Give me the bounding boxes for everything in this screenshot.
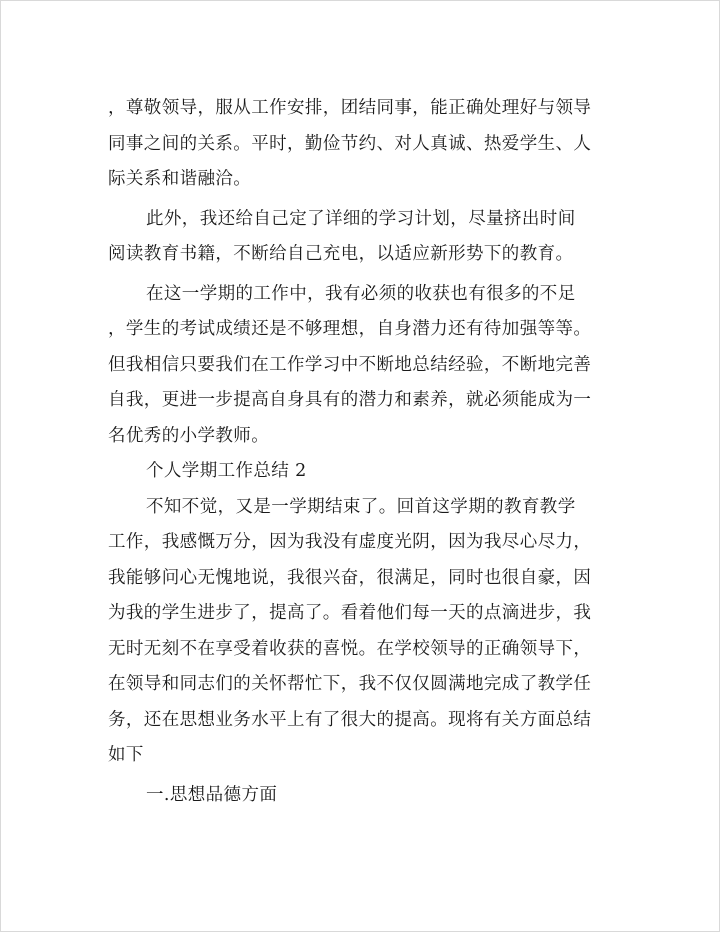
text-line: 为我的学生进步了，提高了。看着他们每一天的点滴进步，我 bbox=[108, 603, 592, 623]
text-line: 自我，更进一步提高自身具有的潜力和素养，就必须能成为一 bbox=[108, 390, 592, 410]
paragraph-1 bbox=[108, 91, 628, 198]
text-line: 际关系和谐融洽。 bbox=[108, 169, 252, 189]
paragraph-2 bbox=[108, 202, 628, 273]
document-body bbox=[108, 91, 628, 813]
text-line: ，学生的考试成绩还是不够理想，自身潜力还有待加强等等。 bbox=[108, 319, 592, 339]
text-line: 如下 bbox=[108, 745, 144, 765]
text-line: 在这一学期的工作中，我有必须的收获也有很多的不足 bbox=[146, 283, 576, 304]
paragraph-4 bbox=[108, 490, 628, 774]
text-line: 但我相信只要我们在工作学习中不断地总结经验，不断地完善 bbox=[108, 354, 592, 375]
text-line: ，尊敬领导，服从工作安排，团结同事，能正确处理好与领导 bbox=[108, 98, 592, 118]
text-line: 工作，我感慨万分，因为我没有虚度光阴，因为我尽心尽力， bbox=[108, 532, 592, 552]
paragraph-3 bbox=[108, 277, 628, 455]
paragraph-section bbox=[108, 778, 628, 814]
text-line: 不知不觉，又是一学期结束了。回首这学期的教育教学 bbox=[146, 496, 576, 517]
text-line: 此外，我还给自己定了详细的学习计划，尽量挤出时间 bbox=[146, 208, 576, 229]
text-line: 无时无刻不在享受着收获的喜悦。在学校领导的正确领导下， bbox=[108, 638, 592, 659]
paragraph-heading bbox=[108, 454, 628, 490]
text-line: 阅读教育书籍，不断给自己充电，以适应新形势下的教育。 bbox=[108, 244, 574, 264]
text-line: 同事之间的关系。平时，勤俭节约、对人真诚、热爱学生、人 bbox=[108, 133, 592, 154]
text-line: 我能够问心无愧地说，我很兴奋，很满足，同时也很自豪，因 bbox=[108, 567, 592, 588]
section-title: 一.思想品德方面 bbox=[146, 784, 278, 805]
text-line: 务，还在思想业务水平上有了很大的提高。现将有关方面总结 bbox=[108, 709, 592, 730]
text-line: 在领导和同志们的关怀帮忙下，我不仅仅圆满地完成了教学任 bbox=[108, 674, 592, 694]
section-heading: 个人学期工作总结 2 bbox=[146, 461, 307, 481]
text-line: 名优秀的小学教师。 bbox=[108, 425, 270, 446]
